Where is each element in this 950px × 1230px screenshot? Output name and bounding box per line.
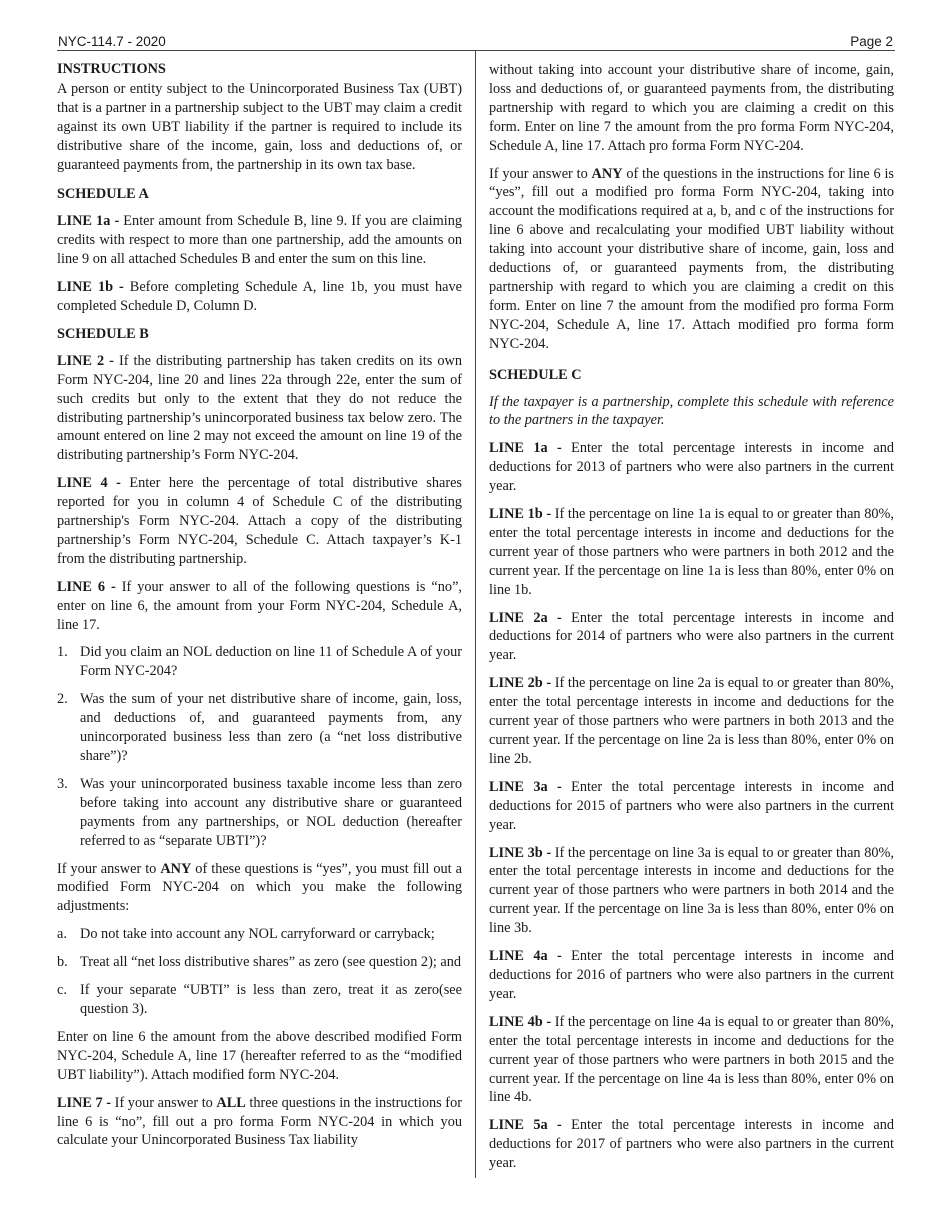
text-run: If your answer to: [489, 165, 592, 182]
line-label: LINE 6 -: [57, 578, 116, 595]
form-id: NYC-114.7 - 2020: [58, 34, 166, 49]
page-number: Page 2: [850, 34, 893, 49]
schedule-b-line-2: [57, 352, 462, 465]
right-column: [489, 61, 894, 1182]
question-marker: 2.: [57, 691, 68, 708]
line-text: Enter the total percentage interests in income and deductions for 2014 of partners who were also partners in the current year.: [489, 609, 895, 664]
line-7-continued: without taking into account your distributive share of income, gain, loss and deductions of, or guaranteed payments from, the distributing partnership with regard to which you are claiming a credit on this form. Enter on line 7 the amount from the pro forma Form NYC-204, Schedule A, line 17. Attach pro forma Form NYC-204.: [489, 62, 894, 154]
question-item: [57, 690, 462, 766]
schedule-b-line-4: [57, 474, 462, 569]
question-marker: 1.: [57, 644, 68, 661]
text-run: If your answer to: [57, 860, 161, 877]
adjustment-text: Do not take into account any NOL carryforward or carryback;: [80, 926, 435, 943]
emphasis-any: ANY: [591, 165, 623, 182]
line-text: If your answer to all of the following questions is “no”, enter on line 6, the amount from your Form NYC-204, Schedule A, line 17.: [57, 578, 462, 633]
question-item: [57, 775, 462, 851]
line-label: LINE 1a -: [57, 213, 120, 230]
schedule-c-line: [489, 1013, 894, 1108]
header-rule: [57, 50, 895, 51]
adjustment-item: [57, 925, 462, 944]
any-yes-paragraph: [57, 860, 462, 917]
text-run: of these questions is “yes”, you must fill out a modified Form NYC-204 on which you make the following adjustments:: [57, 860, 462, 915]
schedule-c-line: [489, 439, 894, 496]
line-text: If the percentage on line 3a is equal to or greater than 80%, enter the total percentage interests in income and deductions for the current year of those partners who were partners in both 2014 and the current year. If the percentage on line 3a is less than 80%, enter 0% on line 3b.: [489, 844, 894, 937]
line-text: If the percentage on line 2a is equal to or greater than 80%, enter the total percentage interests in income and deductions for the current year of those partners who were partners in both 2013 and the current year. If the percentage on line 2a is less than 80%, enter 0% on line 2b.: [489, 675, 894, 767]
adjustment-text: Treat all “net loss distributive shares” as zero (see question 2); and: [80, 954, 462, 971]
text-run: of the questions in the instructions for line 6 is “yes”, fill out a modified pro forma Form NYC-204, taking into account the modifications required at a, b, and c of the instructions for line 6 above and recalculating your modified UBT liability without taking into account your distributive share of income, gain, loss and deductions of, or guaranteed payments from, the distributing partnership with regard to which you are claiming a credit on this form. Enter on line 7 the amount from the modified pro forma Form NYC-204, Schedule A, line 17. Attach modified pro forma form NYC-204.: [489, 165, 894, 352]
schedule-a-line-1a: [57, 212, 462, 269]
question-text: Was the sum of your net distributive share of income, gain, loss, and deductions of, and guaranteed payments from, any unincorporated business less than zero (a “net loss distributive share”)?: [80, 691, 462, 764]
line-label: LINE 1b -: [489, 506, 552, 523]
question-text: Did you claim an NOL deduction on line 11 of Schedule A of your Form NYC-204?: [80, 644, 462, 680]
left-column: [57, 60, 462, 1159]
line-label: LINE 2b -: [489, 675, 552, 692]
enter-line-6-paragraph: Enter on line 6 the amount from the above described modified Form NYC-204, Schedule A, line 17 (hereafter referred to as the “modified UBT liability”). Attach modified form NYC-204.: [57, 1028, 462, 1083]
schedule-c-heading: SCHEDULE C: [489, 366, 582, 383]
line-label: LINE 3a -: [489, 778, 562, 795]
line-label: LINE 4b -: [489, 1013, 552, 1030]
adjustment-item: [57, 981, 462, 1019]
schedule-c-line: [489, 947, 894, 1004]
line-text: If the distributing partnership has taken credits on its own Form NYC-204, line 20 and lines 22a through 22e, enter the sum of such credits but only to the extent that they do not reduce the distributing partnership’s unincorporated business tax below zero. The amount entered on line 2 may not exceed the amount on line 19 of the distributing partnership’s Form NYC-204.: [57, 352, 462, 464]
line-label: LINE 1a -: [489, 440, 562, 457]
line-text: Enter amount from Schedule B, line 9. If you are claiming credits with respect to more than one partnership, add the amounts on line 9 on all attached Schedules B and enter the sum on this line.: [57, 213, 463, 268]
line-label: LINE 2a -: [489, 609, 562, 626]
emphasis-any: ANY: [160, 860, 192, 877]
line-text: Enter the total percentage interests in income and deductions for 2015 of partners who were also partners in the current year.: [489, 778, 895, 833]
line-text: Enter here the percentage of total distributive shares reported for you in column 4 of Schedule C of the distributing partnership's Form NYC-204. Attach a copy of the distributing partnership’s Form NYC-204, Schedule C. Attach taxpayer’s K-1 from the distributing partnership.: [57, 475, 462, 567]
schedule-c-note: If the taxpayer is a partnership, complete this schedule with reference to the partners in the taxpayer.: [489, 393, 894, 429]
schedule-b-line-7: [57, 1094, 462, 1151]
instructions-heading: INSTRUCTIONS: [57, 61, 166, 77]
schedule-c-line: [489, 674, 894, 769]
schedule-c-line: [489, 778, 894, 835]
schedule-c-line: [489, 505, 894, 600]
line-label: LINE 4a -: [489, 948, 562, 965]
line-text: Before completing Schedule A, line 1b, you must have completed Schedule D, Column D.: [57, 279, 462, 314]
schedule-a-heading: SCHEDULE A: [57, 186, 149, 203]
line-text: Enter the total percentage interests in income and deductions for 2017 of partners who were also partners in the current year.: [489, 1117, 895, 1172]
text-run: three questions in the instructions for line 6 is “no”, fill out a pro forma Form NYC-204 in which you calculate your Unincorporated Business Tax liability: [57, 1094, 462, 1149]
line-text: If the percentage on line 1a is equal to or greater than 80%, enter the total percentage interests in income and deductions for the current year of those partners who were partners in both 2012 and the current year. If the percentage on line 1a is less than 80%, enter 0% on line 1b.: [489, 506, 894, 598]
schedule-c-line: [489, 609, 894, 666]
adjustment-marker: c.: [57, 982, 67, 999]
question-item: [57, 643, 462, 681]
line-label: LINE 2 -: [57, 352, 114, 369]
question-marker: 3.: [57, 775, 68, 792]
line-label: LINE 4 -: [57, 475, 121, 492]
line-label: LINE 1b -: [57, 279, 124, 296]
schedule-b-heading: SCHEDULE B: [57, 325, 149, 342]
schedule-b-line-6: [57, 578, 462, 635]
line-label: LINE 7 -: [57, 1094, 112, 1111]
emphasis-all: ALL: [216, 1094, 246, 1111]
adjustment-item: [57, 953, 462, 972]
page-header: [57, 34, 895, 50]
schedule-a-line-1b: [57, 278, 462, 316]
intro-paragraph: A person or entity subject to the Unincorporated Business Tax (UBT) that is a partner in a partnership subject to the UBT may claim a credit against its own UBT liability if the partner is required to include its distributive share of the income, gain, loss and deductions of, or guaranteed payments from, the partnership in its own tax base.: [57, 80, 462, 173]
column-divider: [475, 50, 476, 1178]
adjustment-text: If your separate “UBTI” is less than zero, treat it as zero(see question 3).: [80, 982, 462, 1017]
adjustment-marker: b.: [57, 954, 68, 971]
any-yes-modified-paragraph: [489, 165, 894, 354]
adjustment-marker: a.: [57, 926, 67, 943]
line-label: LINE 3b -: [489, 844, 552, 861]
text-run: If your answer to: [111, 1094, 217, 1111]
line-text: Enter the total percentage interests in income and deductions for 2013 of partners who were also partners in the current year.: [489, 440, 895, 495]
schedule-c-line: [489, 1116, 894, 1173]
line-text: Enter the total percentage interests in income and deductions for 2016 of partners who were also partners in the current year.: [489, 948, 895, 1002]
line-text: If the percentage on line 4a is equal to or greater than 80%, enter the total percentage interests in income and deductions for the current year of those partners who were partners in both 2015 and the current year. If the percentage on line 4a is less than 80%, enter 0% on line 4b.: [489, 1013, 894, 1106]
schedule-c-line: [489, 844, 894, 939]
line-label: LINE 5a -: [489, 1117, 562, 1134]
question-text: Was your unincorporated business taxable income less than zero before taking into account any distributive share or guaranteed payments from any partnerships, or NOL deduction (hereafter referred to as “separate UBTI”)?: [80, 775, 462, 849]
